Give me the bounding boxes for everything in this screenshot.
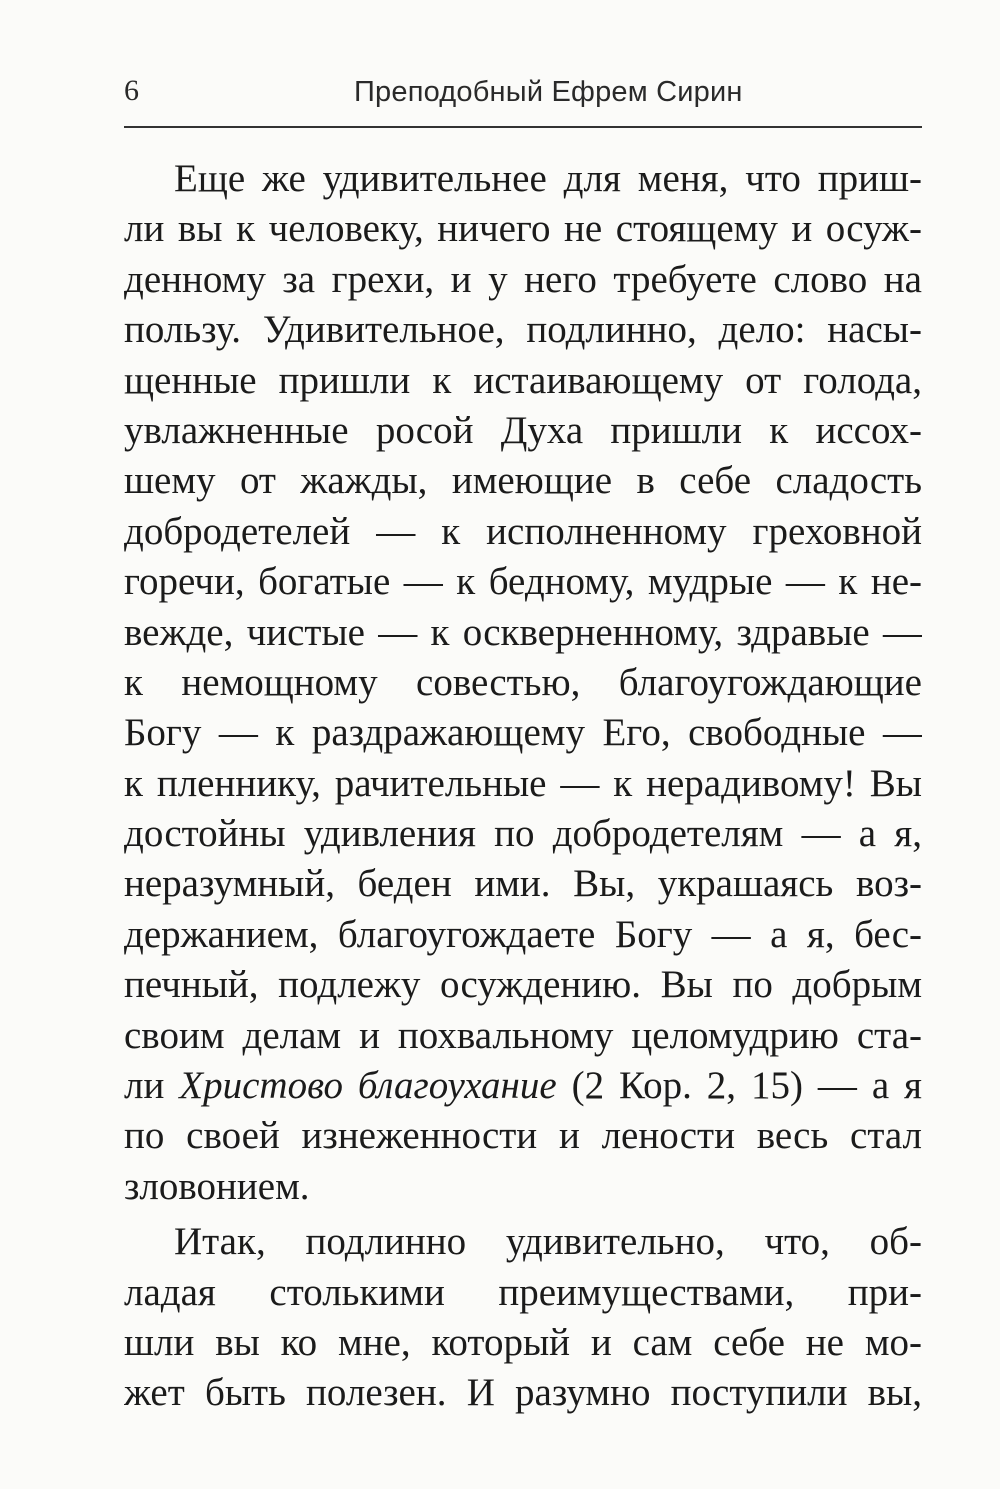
text-line: к пленнику, рачительные — к нерадивому! Вы [124, 761, 922, 805]
text-line: Итак, подлинно удивительно, что, об- [174, 1220, 922, 1264]
header-rule [124, 126, 922, 128]
text-line: денному за грехи, и у него требуете слово на [124, 257, 922, 301]
text-line: неразумный, беден ими. Вы, украшаясь воз- [124, 862, 922, 906]
running-head [124, 62, 922, 132]
mixed-text-line [124, 1061, 922, 1111]
text-line: Богу — к раздражающему Его, свободные — [124, 711, 922, 755]
text-line: ладая столькими преимуществами, при- [124, 1270, 922, 1314]
text-line: жет быть полезен. И разумно поступили вы, [124, 1371, 922, 1415]
text-line: печный, подлежу осуждению. Вы по добрым [124, 963, 922, 1007]
text-line: шему от жажды, имеющие в себе сладость [124, 459, 922, 503]
text-line: вежде, чистые — к оскверненному, здравые — [124, 610, 922, 654]
text-line: к немощному совестью, благоугождающие [124, 660, 922, 704]
text-line: увлажненные росой Духа пришли к иссох- [124, 408, 922, 452]
text-line: держанием, благоугождаете Богу — а я, бес- [124, 912, 922, 956]
text-line: зловонием. [124, 1164, 310, 1208]
line-segment: (2 Кор. 2, 15) — а я [556, 1064, 922, 1108]
text-line: своим делам и похвальному целомудрию ста- [124, 1013, 922, 1057]
text-line: Еще же удивительнее для меня, что приш- [174, 157, 922, 200]
text-line: по своей изнеженности и лености весь стал [124, 1114, 922, 1158]
scripture-quote: Христово благоухание [179, 1064, 557, 1108]
text-line: ли вы к человеку, ничего не стоящему и осуж- [124, 207, 922, 251]
text-line: достойны удивления по добродетелям — а я, [124, 812, 922, 856]
line-segment: ли [124, 1064, 180, 1108]
text-line: пользу. Удивительное, подлинно, дело: насы- [124, 308, 922, 352]
text-line: щенные пришли к истаивающему от голода, [124, 358, 922, 402]
text-line: горечи, богатые — к бедному, мудрые — к не- [124, 560, 922, 604]
text-line: шли вы ко мне, который и сам себе не мо- [124, 1320, 922, 1364]
page-number: 6 [124, 74, 139, 107]
body-text [124, 154, 922, 1419]
text-line: добродетелей — к исполненному греховной [124, 509, 922, 553]
running-title: Преподобный Ефрем Сирин [354, 76, 743, 108]
